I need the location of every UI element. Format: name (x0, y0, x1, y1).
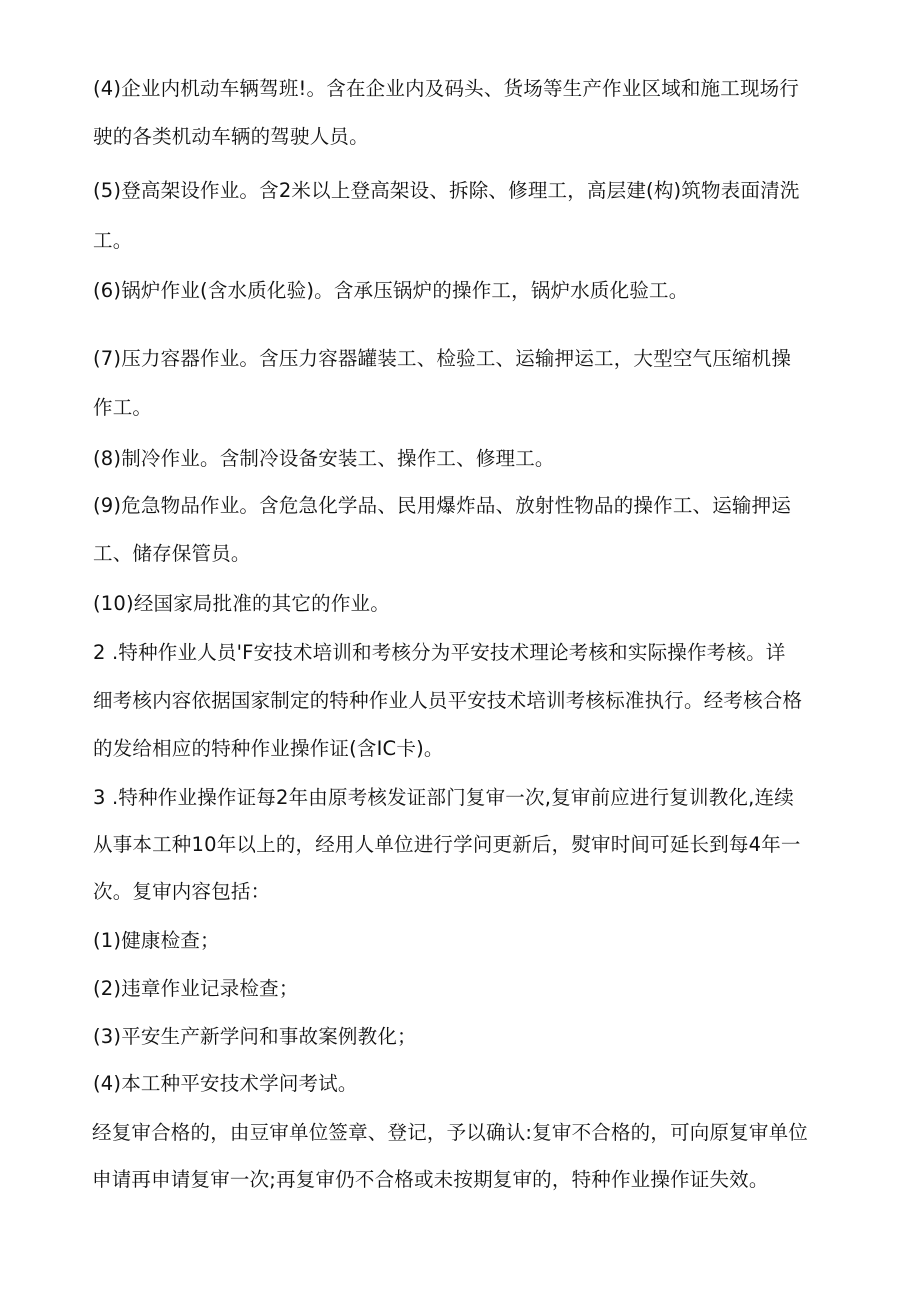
text-line-5-height: (5)登高架设作业。含2米以上登高架设、拆除、修理工，高层建(构)筑物表面清洗 (93, 179, 800, 202)
text-line-9-hazardous: (9)危急物品作业。含危急化学品、民用爆炸品、放射性物品的操作工、运输押运 (93, 494, 792, 517)
text-para-2-line-2: 细考核内容依据国家制定的特种作业人员平安技术培训考核标准执行。经考核合格 (93, 689, 803, 712)
text-item-1-health: (1)健康检查； (93, 929, 220, 952)
text-item-2-violation: (2)违章作业记录检查； (93, 977, 299, 1000)
text-line-7-pressure-cont: 作工。 (93, 396, 153, 419)
text-item-3-safety-edu: (3)平安生产新学问和事故案例教化； (93, 1025, 417, 1048)
text-para-3-line-3: 次。复审内容包括： (93, 880, 271, 903)
text-item-4-exam: (4)本工种平安技术学问考试。 (93, 1072, 358, 1095)
text-closing-line-2: 申请再申请复审一次;再复审仍不合格或未按期复审的，特种作业操作证失效。 (92, 1168, 769, 1191)
text-line-4-vehicle: (4)企业内机动车辆驾班!。含在企业内及码头、货场等生产作业区域和施工现场行 (93, 77, 800, 100)
text-line-7-pressure: (7)压力容器作业。含压力容器罐装工、检验工、运输押运工，大型空气压缩机操 (93, 347, 792, 370)
text-para-2-line-1: 2 .特种作业人员'F安技术培训和考核分为平安技术理论考核和实际操作考核。详 (93, 641, 786, 664)
text-line-6-boiler: (6)锅炉作业(含水质化验)。含承压锅炉的操作工，锅炉水质化验工。 (93, 279, 689, 302)
text-para-3-line-2: 从事本工种10年以上的，经用人单位进行学问更新后，熨审时间可延长到每4年一 (93, 833, 801, 856)
text-line-5-height-cont: 工。 (93, 229, 133, 252)
text-line-4-vehicle-cont: 驶的各类机动车辆的驾驶人员。 (93, 125, 369, 148)
text-para-3-line-1: 3 .特种作业操作证每2年由原考核发证部门复审一次,复审前应进行复训教化,连续 (93, 786, 794, 809)
text-para-2-line-3: 的发给相应的特种作业操作证(含IC卡)。 (93, 737, 444, 760)
text-line-9-hazardous-cont: 工、储存保管员。 (93, 542, 251, 565)
text-closing-line-1: 经复审合格的，由豆审单位签章、登记，予以确认:复审不合格的，可向原复审单位 (92, 1121, 808, 1144)
text-line-10-other: (10)经国家局批准的其它的作业。 (93, 592, 390, 615)
text-line-8-refrigeration: (8)制冷作业。含制冷设备安装工、操作工、修理工。 (93, 447, 555, 470)
